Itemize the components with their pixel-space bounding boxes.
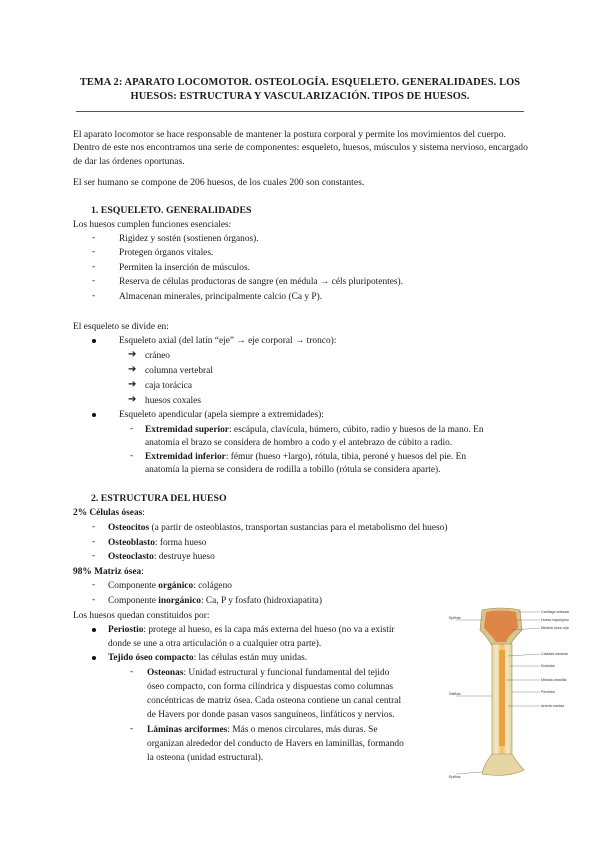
section-1-heading: 1. ESQUELETO. GENERALIDADES (91, 205, 252, 216)
figure-label: Periostio (541, 690, 555, 694)
arrow-icon: ➔ (128, 349, 137, 360)
figure-label: Cavidad medular (541, 652, 569, 656)
compact-label: Tejido óseo compacto (108, 653, 194, 663)
compact-tissue (108, 652, 307, 664)
matrix-colon: : (141, 567, 144, 577)
intro-paragraph-2: El ser humano se compone de 206 huesos, de los cuales 200 son constantes. (73, 177, 365, 188)
appendicular-skeleton: Esqueleto apendicular (apela siempre a extremidades): (119, 410, 324, 420)
periostio-text: : protege al hueso, es la capa más externa del hueso (no va a existir (143, 625, 395, 635)
long-bone-diagram (448, 606, 584, 782)
inorganic-bold: inorgánico (158, 596, 201, 606)
figure-label: Endostio (541, 664, 555, 668)
dash-marker: - (92, 595, 96, 605)
arrow-icon: ➔ (128, 364, 137, 375)
cell-name: Osteoclasto (108, 552, 154, 562)
dash-marker: - (92, 522, 96, 532)
function-item: Protegen órganos vitales. (119, 248, 214, 258)
document-title: TEMA 2: APARATO LOCOMOTOR. OSTEOLOGÍA. ESQUELETO. GENERALIDADES. LOS HUESOS: ESTRUCTURA Y VASCULARIZACIÓN. TIPOS DE HUESOS. (79, 77, 521, 102)
title-divider (76, 111, 524, 112)
distal-epiphysis (482, 754, 524, 775)
figure-label: Epífisis (449, 775, 461, 779)
figure-label: Cartílago articular (541, 610, 570, 614)
laminas-line-3: la osteona (unidad estructural). (147, 753, 264, 763)
dash-marker: - (130, 424, 134, 434)
osteonas-line-4: de Havers por donde pasan vasos sanguíneos, linfáticos y nervios. (147, 710, 395, 720)
lower-limb-text: : fémur (hueso +largo), rótula, tibia, peroné y huesos del pie. En (225, 452, 467, 462)
compact-text: : las células están muy unidas. (193, 653, 308, 663)
lower-limb-label: Extremidad inferior (145, 452, 226, 462)
cell-name: Osteocitos (108, 523, 150, 533)
laminas-text: : Más o menos circulares, más duras. Se (227, 725, 378, 735)
lower-limb-line-1 (145, 451, 466, 463)
laminas-label: Láminas arciformes (147, 725, 228, 735)
figure-label: Epífisis (449, 616, 461, 620)
inorganic-post: : Ca, P y fosfato (hidroxiapatita) (200, 596, 322, 606)
inorganic-component (108, 595, 322, 607)
bullet-dot (92, 628, 96, 632)
dash-marker: - (130, 667, 134, 677)
organic-pre: Componente (108, 581, 159, 591)
arrow-icon: ➔ (128, 394, 137, 405)
cells-heading (73, 507, 145, 519)
periostio-line-2: donde se une a otra articulación o a cualquier otra parte). (108, 639, 322, 649)
bullet-dot (92, 413, 96, 417)
intro-paragraph-1: El aparato locomotor se hace responsable de mantener la postura corporal y permite los movimientos del cuerpo. Dentro de este nos encontramos una serie de componentes: esqueleto, huesos, músculos y sistema nervioso, encargado de dar las órdenes oportunas. (73, 129, 528, 167)
axial-part: cráneo (145, 351, 170, 361)
figure-label: Médula amarilla (541, 678, 567, 682)
cell-name: Osteoblasto (108, 538, 155, 548)
cells-colon: : (142, 508, 145, 518)
lower-limb-line-2: anatomía la pierna se considera de rodilla a tobillo (rótula se considera aparte). (145, 465, 441, 475)
periostio-label: Periostio (108, 625, 144, 635)
medullary-cavity (499, 650, 505, 746)
organic-bold: orgánico (158, 581, 194, 591)
dash-marker: - (130, 451, 134, 461)
inorganic-pre: Componente (108, 596, 159, 606)
cell-desc: : destruye hueso (153, 552, 215, 562)
figure-label: Diáfisis (449, 692, 461, 696)
section-2-heading: 2. ESTRUCTURA DEL HUESO (91, 493, 227, 504)
figure-label: Médula ósea roja (541, 626, 569, 630)
bullet-dot (92, 656, 96, 660)
osteonas-line-3: concéntricas de matriz ósea. Cada osteona contiene un canal central (147, 696, 402, 706)
arrow-icon: ➔ (128, 379, 137, 390)
constituted-lead: Los huesos quedan constituidos por: (73, 611, 210, 621)
osteonas-label: Osteonas (147, 668, 184, 678)
osteonas-text: : Unidad estructural y funcional fundamental del tejido (183, 668, 390, 678)
figure-label: Hueso esponjoso (541, 618, 569, 622)
function-item: Permiten la inserción de músculos. (119, 263, 250, 273)
functions-lead: Los huesos cumplen funciones esenciales: (73, 220, 232, 230)
function-item: Almacenan minerales, principalmente calcio (Ca y P). (119, 292, 323, 302)
matrix-label: 98% Matriz ósea (73, 567, 142, 577)
dash-marker: - (92, 537, 96, 547)
organic-component (108, 580, 232, 592)
function-item: Rigidez y sostén (sostienen órganos). (119, 234, 259, 244)
cell-item (108, 551, 215, 563)
laminas-line-1 (147, 724, 378, 736)
osteonas-line-2: óseo compacto, con forma cilíndrica y dispuestas como columnas (147, 682, 394, 692)
upper-limb-label: Extremidad superior (145, 425, 229, 435)
upper-limb-line-1 (145, 424, 484, 436)
osteonas-line-1 (147, 667, 389, 679)
dash-marker: - (92, 247, 96, 257)
axial-part: huesos coxales (145, 396, 201, 406)
dash-marker: - (92, 233, 96, 243)
periostio-line-1 (108, 624, 395, 636)
axial-skeleton: Esqueleto axial (del latín “eje” → eje corporal → tronco): (119, 336, 337, 346)
function-item: Reserva de células productoras de sangre (en médula → céls pluripotentes). (119, 277, 404, 287)
cell-item (108, 537, 206, 549)
figure-label: Arteria nutricia (541, 704, 565, 708)
dash-marker: - (92, 262, 96, 272)
dash-marker: - (92, 580, 96, 590)
upper-limb-line-2: anatomía el brazo se considera de hombro a codo y el antebrazo de cúbito a radio. (145, 438, 453, 448)
bullet-dot (92, 339, 96, 343)
dash-marker: - (92, 551, 96, 561)
axial-part: columna vertebral (145, 366, 213, 376)
cells-label: 2% Células óseas (73, 508, 143, 518)
organic-post: : colágeno (193, 581, 232, 591)
division-lead: El esqueleto se divide en: (73, 322, 169, 332)
cell-desc: (a partir de osteoblastos, transportan sustancias para el metabolismo del hueso) (149, 523, 448, 533)
cell-desc: : forma hueso (154, 538, 207, 548)
dash-marker: - (92, 276, 96, 286)
axial-part: caja torácica (145, 381, 193, 391)
dash-marker: - (130, 724, 134, 734)
dash-marker: - (92, 291, 96, 301)
upper-limb-text: : escápula, clavícula, húmero, cúbito, radio y huesos de la mano. En (228, 425, 484, 435)
cell-item (108, 522, 448, 534)
matrix-heading (73, 566, 144, 578)
laminas-line-2: organizan alrededor del conducto de Havers en laminillas, formando (147, 739, 404, 749)
